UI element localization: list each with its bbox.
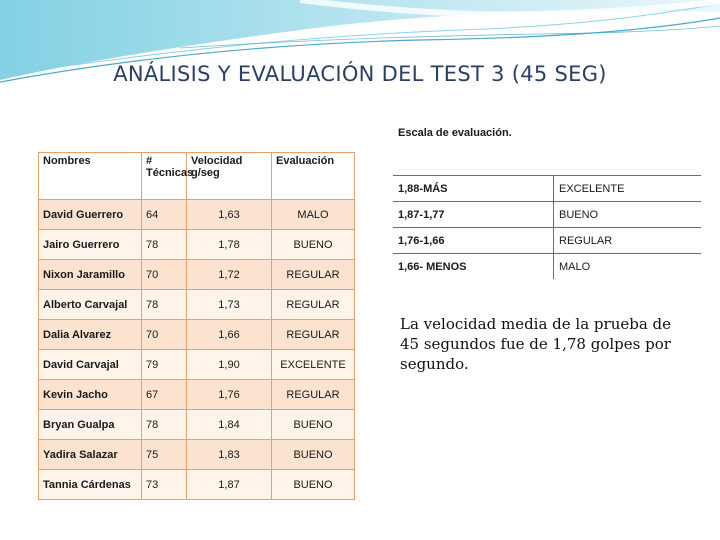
- table-row: [39, 260, 355, 290]
- header-evaluation: Evaluación: [272, 153, 355, 200]
- cell-speed: 1,73: [187, 290, 272, 320]
- cell-evaluation: BUENO: [272, 410, 355, 440]
- cell-name: Yadira Salazar: [39, 440, 142, 470]
- table-row: [39, 230, 355, 260]
- scale-range: 1,87-1,77: [393, 202, 554, 228]
- cell-speed: 1,66: [187, 320, 272, 350]
- cell-name: Nixon Jaramillo: [39, 260, 142, 290]
- cell-techniques: 70: [142, 260, 187, 290]
- cell-evaluation: REGULAR: [272, 260, 355, 290]
- cell-name: David Carvajal: [39, 350, 142, 380]
- cell-evaluation: MALO: [272, 200, 355, 230]
- cell-speed: 1,63: [187, 200, 272, 230]
- cell-evaluation: BUENO: [272, 440, 355, 470]
- scale-title: Escala de evaluación.: [398, 127, 512, 139]
- cell-techniques: 75: [142, 440, 187, 470]
- cell-name: Dalia Alvarez: [39, 320, 142, 350]
- cell-evaluation: BUENO: [272, 230, 355, 260]
- header-wave-decoration: [0, 0, 720, 110]
- scale-label: REGULAR: [554, 228, 702, 254]
- scale-row: [393, 176, 701, 202]
- header-speed: Velocidad g/seg: [187, 153, 272, 200]
- cell-techniques: 78: [142, 230, 187, 260]
- slide-title: ANÁLISIS Y EVALUACIÓN DEL TEST 3 (45 SEG): [113, 62, 607, 86]
- evaluation-scale-panel: [383, 122, 701, 285]
- table-row: [39, 440, 355, 470]
- scale-row: [393, 254, 701, 280]
- results-table: [38, 152, 355, 500]
- table-row: [39, 290, 355, 320]
- cell-techniques: 70: [142, 320, 187, 350]
- table-row: [39, 200, 355, 230]
- header-techniques-symbol: #: [146, 155, 153, 167]
- cell-speed: 1,84: [187, 410, 272, 440]
- cell-speed: 1,90: [187, 350, 272, 380]
- cell-techniques: 79: [142, 350, 187, 380]
- scale-range: 1,88-MÁS: [393, 176, 554, 202]
- scale-range: 1,76-1,66: [393, 228, 554, 254]
- scale-label: EXCELENTE: [554, 176, 702, 202]
- scale-label: MALO: [554, 254, 702, 280]
- cell-evaluation: EXCELENTE: [272, 350, 355, 380]
- cell-name: David Guerrero: [39, 200, 142, 230]
- cell-techniques: 78: [142, 290, 187, 320]
- scale-label: BUENO: [554, 202, 702, 228]
- cell-evaluation: BUENO: [272, 470, 355, 500]
- cell-techniques: 64: [142, 200, 187, 230]
- cell-name: Kevin Jacho: [39, 380, 142, 410]
- table-row: [39, 350, 355, 380]
- table-row: [39, 380, 355, 410]
- cell-name: Tannia Cárdenas: [39, 470, 142, 500]
- cell-evaluation: REGULAR: [272, 320, 355, 350]
- cell-speed: 1,76: [187, 380, 272, 410]
- cell-name: Alberto Carvajal: [39, 290, 142, 320]
- scale-row: [393, 202, 701, 228]
- cell-speed: 1,87: [187, 470, 272, 500]
- header-names: Nombres: [39, 153, 142, 200]
- table-row: [39, 470, 355, 500]
- cell-techniques: 73: [142, 470, 187, 500]
- table-row: [39, 410, 355, 440]
- cell-speed: 1,83: [187, 440, 272, 470]
- cell-evaluation: REGULAR: [272, 290, 355, 320]
- scale-row: [393, 228, 701, 254]
- cell-name: Jairo Guerrero: [39, 230, 142, 260]
- header-techniques-label: Técnicas: [146, 167, 194, 179]
- scale-range: 1,66- MENOS: [393, 254, 554, 280]
- evaluation-scale-table: [393, 175, 701, 279]
- cell-name: Bryan Gualpa: [39, 410, 142, 440]
- header-techniques: [142, 153, 194, 200]
- cell-techniques: 78: [142, 410, 187, 440]
- cell-evaluation: REGULAR: [272, 380, 355, 410]
- cell-speed: 1,78: [187, 230, 272, 260]
- cell-techniques: 67: [142, 380, 187, 410]
- table-row: [39, 320, 355, 350]
- cell-speed: 1,72: [187, 260, 272, 290]
- summary-note: La velocidad media de la prueba de 45 segundos fue de 1,78 golpes por segundo.: [400, 315, 672, 373]
- results-header-row: [39, 153, 355, 200]
